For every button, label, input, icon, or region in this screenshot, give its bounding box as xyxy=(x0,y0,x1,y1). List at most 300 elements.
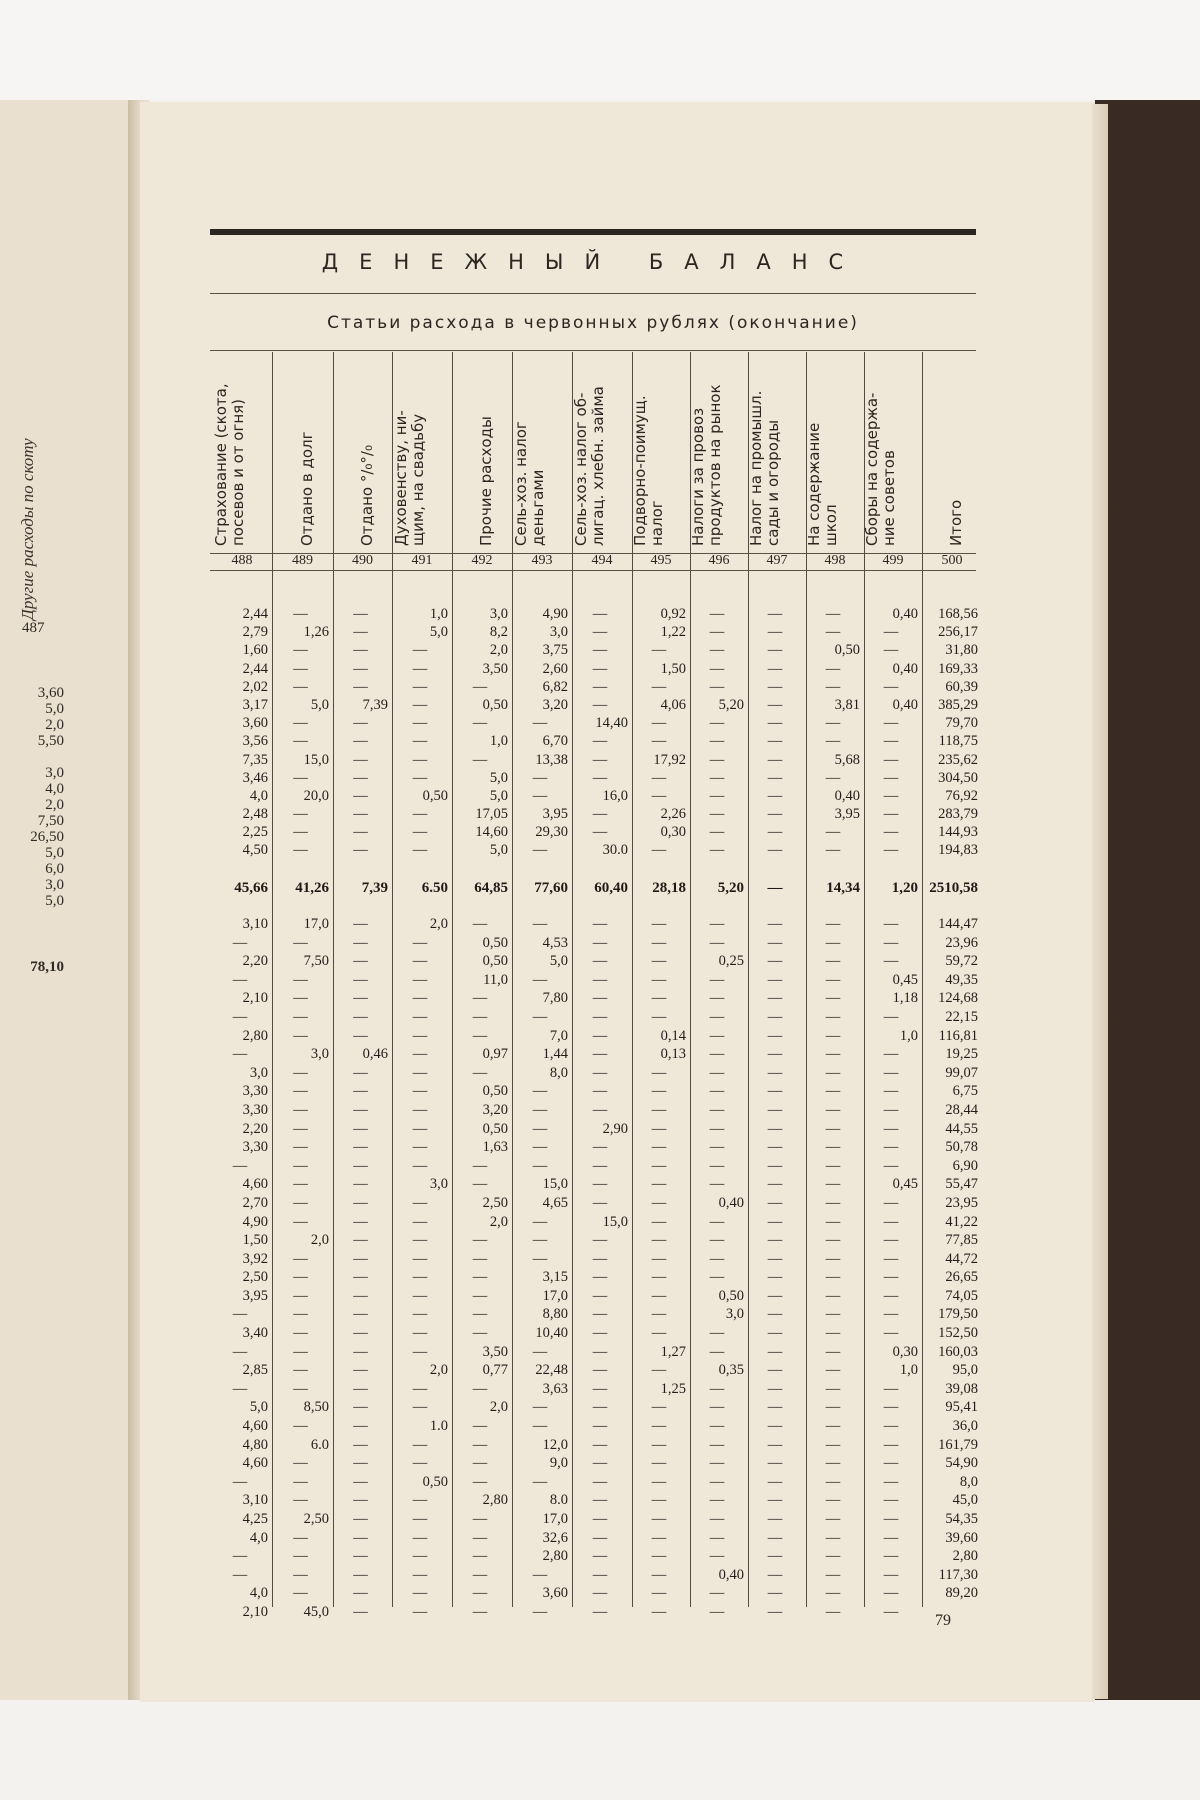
table-cell: — xyxy=(709,1027,725,1044)
table-cell: — xyxy=(709,1101,725,1118)
table-cell: 2,02 xyxy=(242,678,268,695)
table-cell: 44,55 xyxy=(945,1120,978,1137)
table-cell: — xyxy=(651,1213,667,1230)
table-cell: — xyxy=(532,1250,548,1267)
table-cell: — xyxy=(472,1603,488,1620)
table-cell: — xyxy=(353,971,368,988)
table-cell: 39,08 xyxy=(945,1380,978,1397)
column-number: 492 xyxy=(471,553,493,568)
table-cell: — xyxy=(592,1046,608,1063)
table-cell: — xyxy=(592,1492,608,1509)
table-cell: — xyxy=(412,1566,428,1583)
table-cell: — xyxy=(532,1566,548,1583)
table-cell: 5,0 xyxy=(249,1399,268,1416)
column-number: 498 xyxy=(824,553,846,568)
table-cell: — xyxy=(883,1585,899,1602)
table-cell: — xyxy=(412,806,428,823)
table-cell: — xyxy=(472,1064,488,1081)
table-cell: 2,60 xyxy=(542,660,568,677)
page-title: ДЕНЕЖНЫЙ БАЛАНС xyxy=(321,250,865,274)
column-header-line: продуктов на рынок xyxy=(706,384,724,546)
table-cell: 95,41 xyxy=(945,1399,978,1416)
table-cell: 3,30 xyxy=(242,1101,268,1118)
table-cell: 7,50 xyxy=(303,953,329,970)
table-cell: 7,39 xyxy=(362,696,388,713)
table-cell: 0,35 xyxy=(718,1362,744,1379)
table-cell: 0,25 xyxy=(718,953,744,970)
table-cell: 3,0 xyxy=(310,1046,329,1063)
table-cell: — xyxy=(353,916,368,932)
table-cell: — xyxy=(651,1008,667,1025)
table-cell: 283,79 xyxy=(938,806,978,823)
table-cell: — xyxy=(353,824,368,841)
left-page-value: 5,50 xyxy=(37,733,64,749)
table-cell: — xyxy=(767,1157,783,1174)
group1-column-491 xyxy=(392,605,448,860)
table-cell: 0,45 xyxy=(892,971,918,988)
table-cell: — xyxy=(532,1399,548,1416)
table-cell: — xyxy=(353,642,368,659)
table-cell: — xyxy=(883,916,899,932)
table-cell: — xyxy=(883,1566,899,1583)
table-cell: 385,29 xyxy=(938,696,978,713)
table-cell: 6,82 xyxy=(542,678,568,695)
table-cell: 7,0 xyxy=(549,1027,568,1044)
table-cell: — xyxy=(412,733,428,750)
table-cell: — xyxy=(232,1343,248,1360)
table-cell: — xyxy=(592,1548,608,1565)
table-cell: 5,68 xyxy=(834,751,860,768)
table-cell: — xyxy=(353,1399,368,1416)
table-cell: — xyxy=(883,934,899,951)
table-cell: — xyxy=(293,1548,308,1565)
table-cell: — xyxy=(767,934,783,951)
table-cell: 17,92 xyxy=(653,751,686,768)
table-cell: — xyxy=(293,1343,308,1360)
table-cell: — xyxy=(883,1194,899,1211)
left-page-values xyxy=(24,685,64,975)
table-cell: — xyxy=(532,1101,548,1118)
table-cell: — xyxy=(709,916,725,932)
table-cell: 2,50 xyxy=(242,1269,268,1286)
table-cell: — xyxy=(472,1008,488,1025)
table-cell: — xyxy=(592,733,608,750)
table-cell: — xyxy=(353,715,368,732)
left-page-value xyxy=(24,749,64,765)
table-cell: — xyxy=(412,1250,428,1267)
table-cell: 3,40 xyxy=(242,1325,268,1342)
table-cell: — xyxy=(353,1120,368,1137)
table-cell: 2,90 xyxy=(602,1120,628,1137)
table-cell: — xyxy=(767,1232,783,1249)
table-cell: — xyxy=(709,1511,725,1527)
table-cell: — xyxy=(883,733,899,750)
table-cell: — xyxy=(472,1269,488,1286)
table-cell: 144,47 xyxy=(938,916,978,932)
table-cell: — xyxy=(353,1232,368,1249)
table-cell: 4,60 xyxy=(242,1418,268,1435)
table-cell: — xyxy=(709,769,725,786)
table-cell: — xyxy=(412,769,428,786)
table-cell: — xyxy=(353,1101,368,1118)
table-cell: — xyxy=(353,1027,368,1044)
table-cell: — xyxy=(651,971,667,988)
table-cell: 0,13 xyxy=(660,1046,686,1063)
table-cell: — xyxy=(592,1157,608,1174)
table-cell: 2,20 xyxy=(242,1120,268,1137)
desk-background xyxy=(1095,100,1200,1700)
table-cell: 3,50 xyxy=(482,1343,508,1360)
table-cell: — xyxy=(532,1418,548,1435)
left-page-column-number: 487 xyxy=(22,620,45,636)
table-cell: 4,90 xyxy=(542,606,568,622)
table-cell: — xyxy=(412,715,428,732)
column-header-line: Прочие расходы xyxy=(477,416,495,546)
left-page-value: 5,0 xyxy=(45,893,64,909)
table-cell: — xyxy=(353,1287,368,1304)
total-cell: 60,40 xyxy=(594,880,628,896)
table-cell: 0,40 xyxy=(892,696,918,713)
table-cell: — xyxy=(825,660,841,677)
table-cell: — xyxy=(293,1455,308,1472)
table-cell: — xyxy=(767,1455,783,1472)
table-cell: — xyxy=(883,787,899,804)
table-cell: — xyxy=(651,953,667,970)
table-cell: 3,92 xyxy=(242,1250,268,1267)
table-cell: 39,60 xyxy=(945,1529,978,1546)
table-cell: — xyxy=(709,990,725,1007)
table-cell: — xyxy=(709,1139,725,1156)
table-cell: — xyxy=(412,1511,428,1527)
table-cell: — xyxy=(532,1473,548,1490)
group1-column-498 xyxy=(806,605,860,860)
table-cell: — xyxy=(825,1213,841,1230)
table-cell: 0,50 xyxy=(482,953,508,970)
table-cell: 14,40 xyxy=(595,715,628,732)
table-cell: 2,10 xyxy=(242,990,268,1007)
group1-column-488 xyxy=(212,605,268,860)
table-cell: 4,0 xyxy=(249,1585,268,1602)
table-cell: — xyxy=(767,1343,783,1360)
left-page xyxy=(0,100,140,1700)
table-cell: — xyxy=(472,1380,488,1397)
table-cell: — xyxy=(232,1306,248,1323)
table-cell: — xyxy=(353,1529,368,1546)
table-cell: — xyxy=(825,1194,841,1211)
table-cell: — xyxy=(412,696,428,713)
table-cell: 1,50 xyxy=(242,1232,268,1249)
table-cell: — xyxy=(883,1418,899,1435)
total-cell: 1,20 xyxy=(891,880,918,896)
table-cell: 5,0 xyxy=(429,624,448,641)
table-cell: — xyxy=(651,1362,667,1379)
table-cell: — xyxy=(353,1306,368,1323)
table-cell: — xyxy=(293,1083,308,1100)
table-cell: — xyxy=(412,1436,428,1453)
table-cell: 32,6 xyxy=(542,1529,568,1546)
table-cell: 0,50 xyxy=(422,787,448,804)
table-cell: 8,2 xyxy=(489,624,508,641)
table-cell: — xyxy=(651,1455,667,1472)
table-cell: 77,85 xyxy=(945,1232,978,1249)
table-cell: 12,0 xyxy=(542,1436,568,1453)
table-cell: — xyxy=(651,787,667,804)
table-cell: — xyxy=(825,1511,841,1527)
column-header-line: Налог на промышл. xyxy=(747,390,765,546)
table-cell: — xyxy=(532,842,548,859)
table-cell: 4,50 xyxy=(242,842,268,859)
table-cell: — xyxy=(709,715,725,732)
table-cell: — xyxy=(353,1139,368,1156)
table-cell: — xyxy=(293,1008,308,1025)
total-cell: 6.50 xyxy=(421,880,448,896)
table-cell: — xyxy=(472,751,488,768)
table-cell: — xyxy=(293,715,308,732)
table-cell: — xyxy=(532,1139,548,1156)
table-cell: — xyxy=(825,1083,841,1100)
table-cell: — xyxy=(353,1436,368,1453)
table-cell: — xyxy=(472,1548,488,1565)
table-cell: — xyxy=(825,1473,841,1490)
table-cell: — xyxy=(709,733,725,750)
group2-column-498 xyxy=(806,915,860,1622)
table-cell: 60,39 xyxy=(945,678,978,695)
table-cell: — xyxy=(883,1083,899,1100)
table-cell: 4,0 xyxy=(249,787,268,804)
group2-column-494 xyxy=(572,915,628,1622)
table-cell: — xyxy=(767,1287,783,1304)
table-cell: — xyxy=(293,1325,308,1342)
table-cell: — xyxy=(767,733,783,750)
table-cell: 2,80 xyxy=(542,1548,568,1565)
table-cell: 6,70 xyxy=(542,733,568,750)
table-cell: 3,50 xyxy=(482,660,508,677)
table-cell: — xyxy=(825,733,841,750)
table-cell: — xyxy=(412,1492,428,1509)
table-cell: — xyxy=(825,824,841,841)
table-cell: — xyxy=(767,1176,783,1193)
group2-column-493 xyxy=(512,915,568,1622)
table-cell: 3,60 xyxy=(242,715,268,732)
table-cell: — xyxy=(825,606,841,622)
table-cell: — xyxy=(592,806,608,823)
column-header-line: Духовенству, ни- xyxy=(392,410,410,546)
table-cell: 6,90 xyxy=(952,1157,978,1174)
table-cell: — xyxy=(767,1008,783,1025)
table-cell: 0,14 xyxy=(660,1027,686,1044)
table-cell: — xyxy=(412,1287,428,1304)
table-cell: — xyxy=(883,953,899,970)
table-cell: 3,95 xyxy=(834,806,860,823)
table-cell: 3,17 xyxy=(242,696,268,713)
group2-column-499 xyxy=(864,915,918,1622)
table-cell: — xyxy=(592,1399,608,1416)
table-cell: — xyxy=(651,1139,667,1156)
column-header-line: посевов и от огня) xyxy=(229,398,247,546)
group1-column-489 xyxy=(272,605,329,860)
table-cell: 31,80 xyxy=(945,642,978,659)
total-cell: 2510,58 xyxy=(929,880,978,896)
table-cell: — xyxy=(767,769,783,786)
table-cell: — xyxy=(293,769,308,786)
column-header-line: Сель-хоз. налог об- xyxy=(572,392,590,546)
table-cell: — xyxy=(651,1529,667,1546)
table-cell: 160,03 xyxy=(938,1343,978,1360)
table-cell: — xyxy=(883,1232,899,1249)
table-cell: — xyxy=(472,1325,488,1342)
table-cell: — xyxy=(767,1194,783,1211)
table-cell: — xyxy=(825,1139,841,1156)
table-cell: — xyxy=(767,953,783,970)
table-cell: — xyxy=(883,678,899,695)
table-cell: 1.0 xyxy=(429,1418,448,1435)
column-number: 494 xyxy=(591,553,613,568)
table-cell: 168,56 xyxy=(938,606,978,622)
column-header-line: Страхование (скота, xyxy=(212,383,230,546)
table-cell: — xyxy=(232,1548,248,1565)
table-cell: 0,50 xyxy=(482,696,508,713)
table-cell: — xyxy=(709,1157,725,1174)
table-cell: — xyxy=(232,1566,248,1583)
table-cell: — xyxy=(472,1455,488,1472)
table-cell: 1,27 xyxy=(660,1343,686,1360)
table-cell: — xyxy=(293,1473,308,1490)
table-cell: — xyxy=(883,751,899,768)
table-cell: — xyxy=(883,642,899,659)
left-page-value: 5,0 xyxy=(45,845,64,861)
table-cell: 4,60 xyxy=(242,1176,268,1193)
table-cell: 0,50 xyxy=(482,1120,508,1137)
table-cell: — xyxy=(592,953,608,970)
table-cell: — xyxy=(472,1250,488,1267)
table-cell: — xyxy=(825,769,841,786)
table-cell: 2,44 xyxy=(242,606,268,622)
table-cell: — xyxy=(353,1008,368,1025)
table-cell: 2,80 xyxy=(242,1027,268,1044)
table-cell: 6.0 xyxy=(310,1436,329,1453)
table-cell: 41,22 xyxy=(945,1213,978,1230)
table-cell: 8,0 xyxy=(959,1473,978,1490)
table-cell: — xyxy=(353,953,368,970)
table-cell: — xyxy=(353,1194,368,1211)
table-cell: — xyxy=(767,824,783,841)
table-cell: — xyxy=(412,1194,428,1211)
table-cell: — xyxy=(592,769,608,786)
total-cell: — xyxy=(767,880,783,896)
table-cell: — xyxy=(232,934,248,951)
table-cell: — xyxy=(825,934,841,951)
table-cell: — xyxy=(709,1269,725,1286)
table-cell: — xyxy=(293,971,308,988)
table-cell: — xyxy=(825,1603,841,1620)
table-cell: — xyxy=(767,1436,783,1453)
table-cell: — xyxy=(293,660,308,677)
table-cell: — xyxy=(353,1548,368,1565)
table-cell: — xyxy=(767,1511,783,1527)
table-cell: — xyxy=(767,1250,783,1267)
table-cell: 17,05 xyxy=(475,806,508,823)
table-cell: — xyxy=(767,1083,783,1100)
table-cell: — xyxy=(709,751,725,768)
table-cell: — xyxy=(293,934,308,951)
table-cell: — xyxy=(592,1176,608,1193)
group1-column-490 xyxy=(333,605,388,860)
table-cell: — xyxy=(767,1548,783,1565)
table-cell: — xyxy=(353,1064,368,1081)
table-cell: 169,33 xyxy=(938,660,978,677)
table-cell: — xyxy=(592,1325,608,1342)
table-cell: 2,48 xyxy=(242,806,268,823)
table-cell: 0,30 xyxy=(660,824,686,841)
table-cell: — xyxy=(651,1083,667,1100)
table-cell: — xyxy=(353,1325,368,1342)
table-cell: — xyxy=(532,715,548,732)
table-cell: 0,46 xyxy=(362,1046,388,1063)
table-cell: — xyxy=(709,1418,725,1435)
table-cell: — xyxy=(825,1306,841,1323)
table-cell: 17,0 xyxy=(303,916,329,932)
table-cell: — xyxy=(353,787,368,804)
table-cell: — xyxy=(709,1008,725,1025)
table-cell: — xyxy=(353,1492,368,1509)
group1-column-497 xyxy=(748,605,802,860)
table-cell: — xyxy=(293,1418,308,1435)
table-cell: 1,18 xyxy=(892,990,918,1007)
table-cell: — xyxy=(767,990,783,1007)
table-cell: — xyxy=(883,1325,899,1342)
table-cell: — xyxy=(353,934,368,951)
table-cell: — xyxy=(412,824,428,841)
table-cell: — xyxy=(883,715,899,732)
column-number: 490 xyxy=(352,553,373,568)
table-cell: — xyxy=(651,678,667,695)
table-cell: — xyxy=(592,971,608,988)
left-page-value: 5,0 xyxy=(45,701,64,717)
table-cell: — xyxy=(532,916,548,932)
table-cell: 0,97 xyxy=(482,1046,508,1063)
table-cell: — xyxy=(353,1585,368,1602)
table-cell: — xyxy=(592,1455,608,1472)
table-cell: — xyxy=(532,971,548,988)
table-cell: — xyxy=(883,1529,899,1546)
table-cell: 4,53 xyxy=(542,934,568,951)
table-cell: — xyxy=(293,1566,308,1583)
table-cell: — xyxy=(709,1213,725,1230)
table-cell: — xyxy=(825,1027,841,1044)
group2-column-491 xyxy=(392,915,448,1622)
column-number: 495 xyxy=(650,553,672,568)
group2-column-496 xyxy=(690,915,744,1622)
table-cell: — xyxy=(293,1120,308,1137)
table-cell: — xyxy=(353,1250,368,1267)
table-cell: 5,0 xyxy=(489,787,508,804)
column-header-line: Сель-хоз. налог xyxy=(512,421,530,546)
table-cell: — xyxy=(767,1473,783,1490)
table-cell: — xyxy=(412,934,428,951)
table-cell: 3,75 xyxy=(542,642,568,659)
table-cell: 3,0 xyxy=(725,1306,744,1323)
table-cell: — xyxy=(767,1362,783,1379)
table-cell: — xyxy=(293,806,308,823)
table-cell: — xyxy=(353,1362,368,1379)
table-cell: 117,30 xyxy=(938,1566,978,1583)
table-cell: — xyxy=(709,1399,725,1416)
table-cell: — xyxy=(293,1585,308,1602)
group1-column-492 xyxy=(452,605,508,860)
table-cell: — xyxy=(767,642,783,659)
table-cell: 49,35 xyxy=(945,971,978,988)
table-cell: 23,96 xyxy=(945,934,978,951)
